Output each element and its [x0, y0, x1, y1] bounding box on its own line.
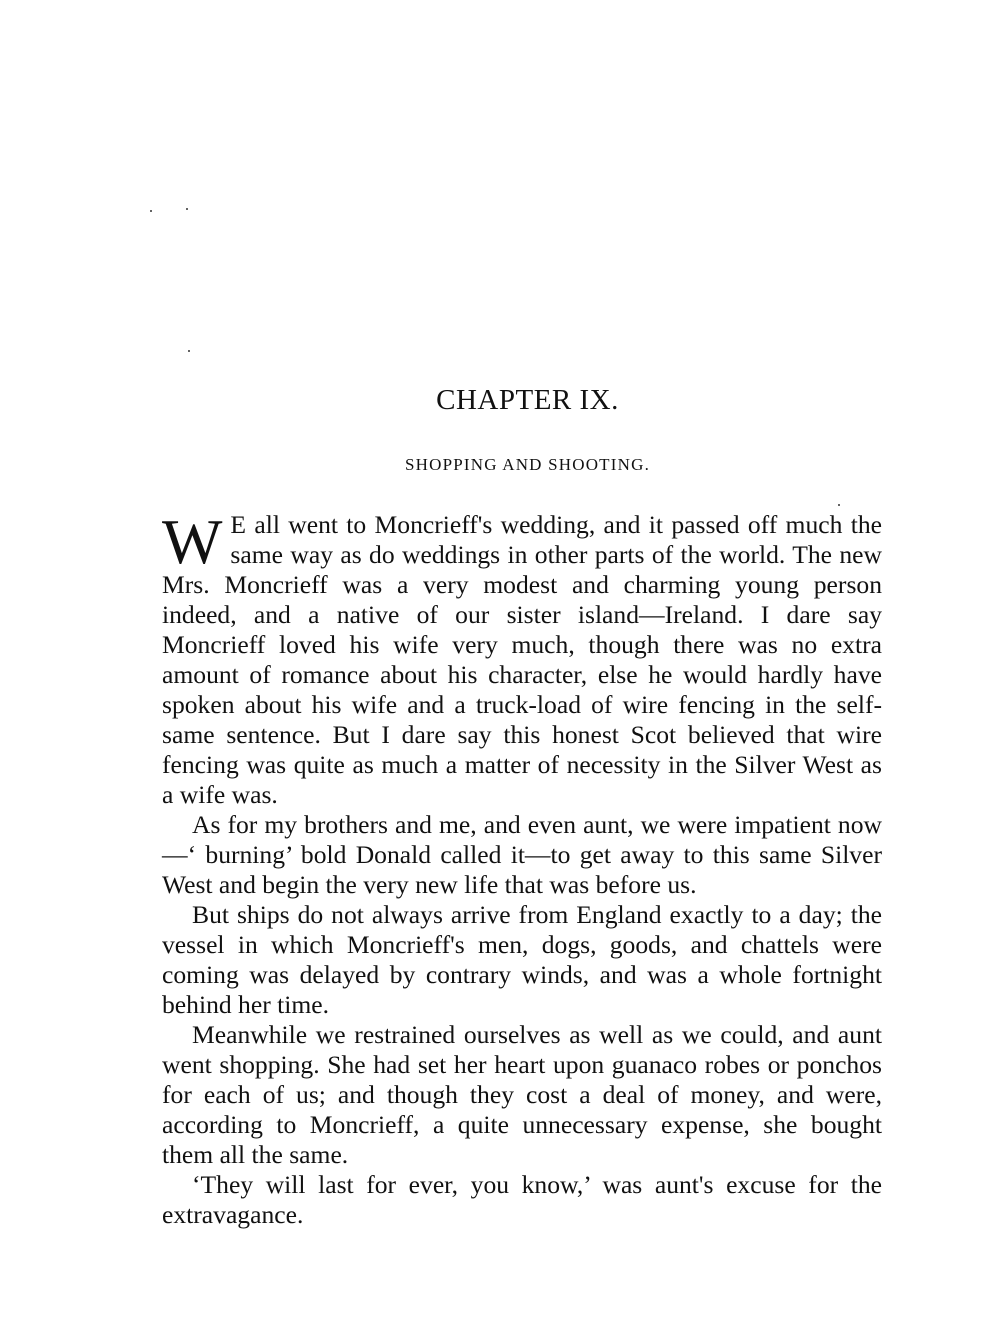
paragraph-text: As for my brothers and me, and even aunt, we were impatient now—‘ burning’ bold Donald called it—to get away to this same Silver West and begin the very new life that was before us. [162, 810, 882, 899]
paragraph-text: But ships do not always arrive from England exactly to a day; the vessel in which Moncrieff's men, dogs, goods, and chattels were coming was delayed by contrary winds, and was a whole fortnight behind her time. [162, 900, 882, 1019]
paragraph-text: E all went to Moncrieff's wedding, and it passed off much the same way as do weddings in other parts of the world. The new Mrs. Moncrieff was a very modest and charming young person indeed, and a native of our sister island—Ireland. I dare say Moncrieff loved his wife very much, though there was no extra amount of romance about his character, else he would hardly have spoken about his wife and a truck-load of wire fencing in the self-same sentence. But I dare say this honest Scot believed that wire fencing was quite as much a matter of necessity in the Silver West as a wife was. [162, 510, 882, 809]
print-speck [186, 208, 188, 210]
paragraph [162, 810, 882, 900]
chapter-body [162, 506, 882, 1230]
paragraph-text: Meanwhile we restrained ourselves as well as we could, and aunt went shopping. She had set her heart upon guanaco robes or ponchos for each of us; and though they cost a deal of money, and were, according to Moncrieff, a quite unnecessary expense, she bought them all the same. [162, 1020, 882, 1169]
print-speck [150, 210, 152, 212]
paragraph-text: ‘They will last for ever, you know,’ was aunt's excuse for the extravagance. [162, 1170, 882, 1229]
print-speck [188, 350, 190, 352]
paragraph [162, 1170, 882, 1230]
paragraph [162, 1020, 882, 1170]
paragraph [162, 506, 882, 810]
chapter-title: CHAPTER IX. [436, 384, 619, 416]
chapter-subtitle: SHOPPING AND SHOOTING. [404, 455, 651, 474]
drop-cap: W [162, 506, 223, 577]
print-speck [838, 504, 840, 506]
paragraph [162, 900, 882, 1020]
